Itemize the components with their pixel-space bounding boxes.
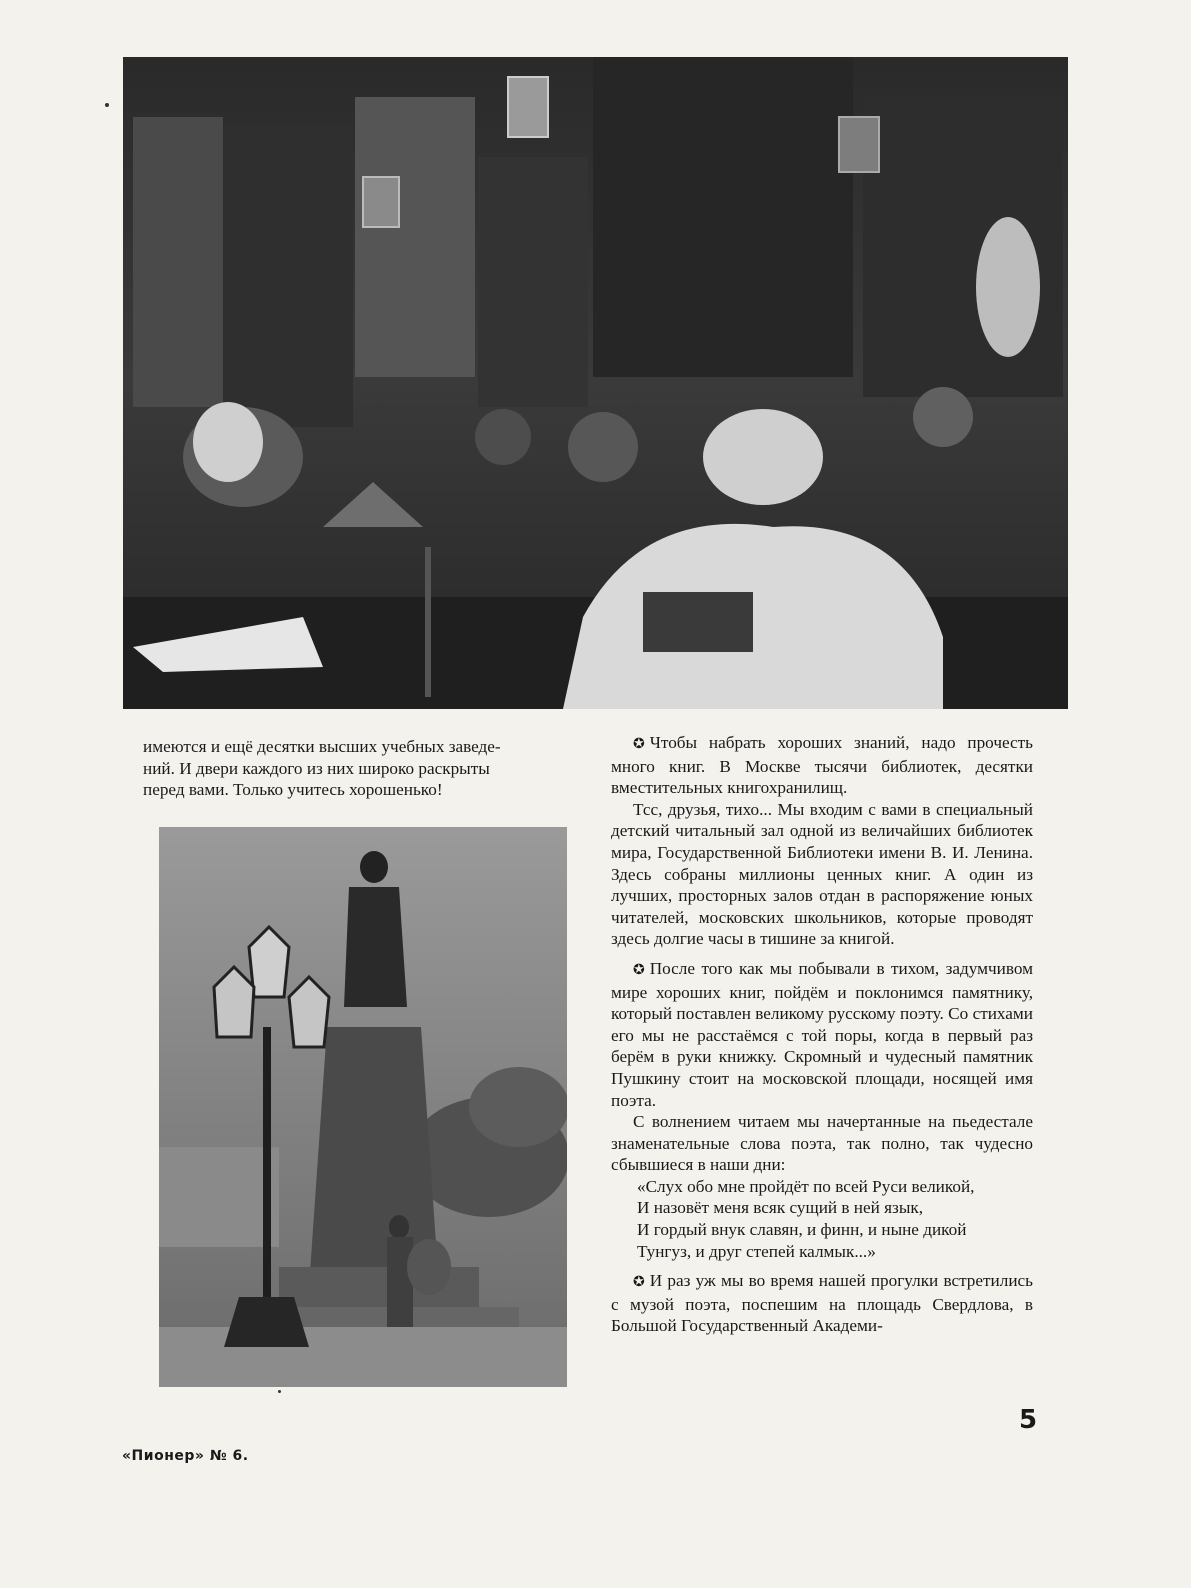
pushkin-verse [611, 1176, 1033, 1262]
paragraph-1 [611, 732, 1033, 799]
paragraph-5-text: И раз уж мы во время нашей прогулки встретились с музой поэта, поспешим на площадь Свердлова, в Большой Государственный Академи- [611, 1271, 1033, 1336]
verse-line-1: «Слух обо мне пройдёт по всей Руси великой, [637, 1176, 975, 1196]
paragraph-1-text: Чтобы набрать хороших знаний, надо прочесть много книг. В Москве тысячи библиотек, десятки вместительных книгохранилищ. [611, 733, 1033, 798]
print-speck [105, 103, 109, 107]
left-line-2: ний. И двери каждого из них широко раскрыты [143, 758, 490, 778]
star-icon: ✪ [633, 962, 645, 978]
star-icon: ✪ [633, 1275, 645, 1291]
star-icon: ✪ [633, 737, 645, 752]
verse-line-4: Тунгуз, и друг степей калмык...» [637, 1241, 876, 1261]
pushkin-monument-photo [159, 827, 567, 1387]
paragraph-4: С волнением читаем мы начертанные на пьедестале знаменательные слова поэта, так полно, так чудесно сбывшиеся в наши дни: [611, 1112, 1033, 1175]
print-speck [278, 1390, 281, 1393]
paragraph-3-text: После того как мы побывали в тихом, задумчивом мире хороших книг, пойдём и поклонимся памятнику, который поставлен великому русскому поэту. Со стихами его мы не расстаёмся с той поры, когда в первый раз берём в руки книжку. Скромный и чудесный памятник Пушкину стоит на московской площади, носящей имя поэта. [611, 958, 1033, 1110]
pushkin-monument-illustration [159, 827, 567, 1387]
left-line-1: имеются и ещё десятки высших учебных заведе- [143, 737, 501, 756]
reading-room-illustration [123, 57, 1068, 709]
paragraph-5 [611, 1270, 1033, 1337]
reading-room-photo [123, 57, 1068, 709]
verse-line-2: И назовёт меня всяк сущий в ней язык, [637, 1198, 924, 1218]
paragraph-2: Тсс, друзья, тихо... Мы входим с вами в специальный детский читальный зал одной из величайших библиотек мира, Государственной Библиотеки имени В. И. Ленина. Здесь собраны миллионы ценных книг. А один из лучших, просторных залов отдан в распоряжение юных читателей, московских школьников, которые проводят здесь долгие часы в тишине за книгой. [611, 799, 1033, 949]
verse-line-3: И гордый внук славян, и финн, и ныне дикой [637, 1220, 967, 1240]
page-number: 5 [1019, 1405, 1038, 1435]
magazine-issue-label: «Пионер» № 6. [122, 1448, 249, 1464]
left-column-text [143, 736, 557, 801]
right-column-text [611, 732, 1033, 1337]
paragraph-3 [611, 958, 1033, 1111]
left-line-3: перед вами. Только учитесь хорошенько! [143, 780, 443, 800]
